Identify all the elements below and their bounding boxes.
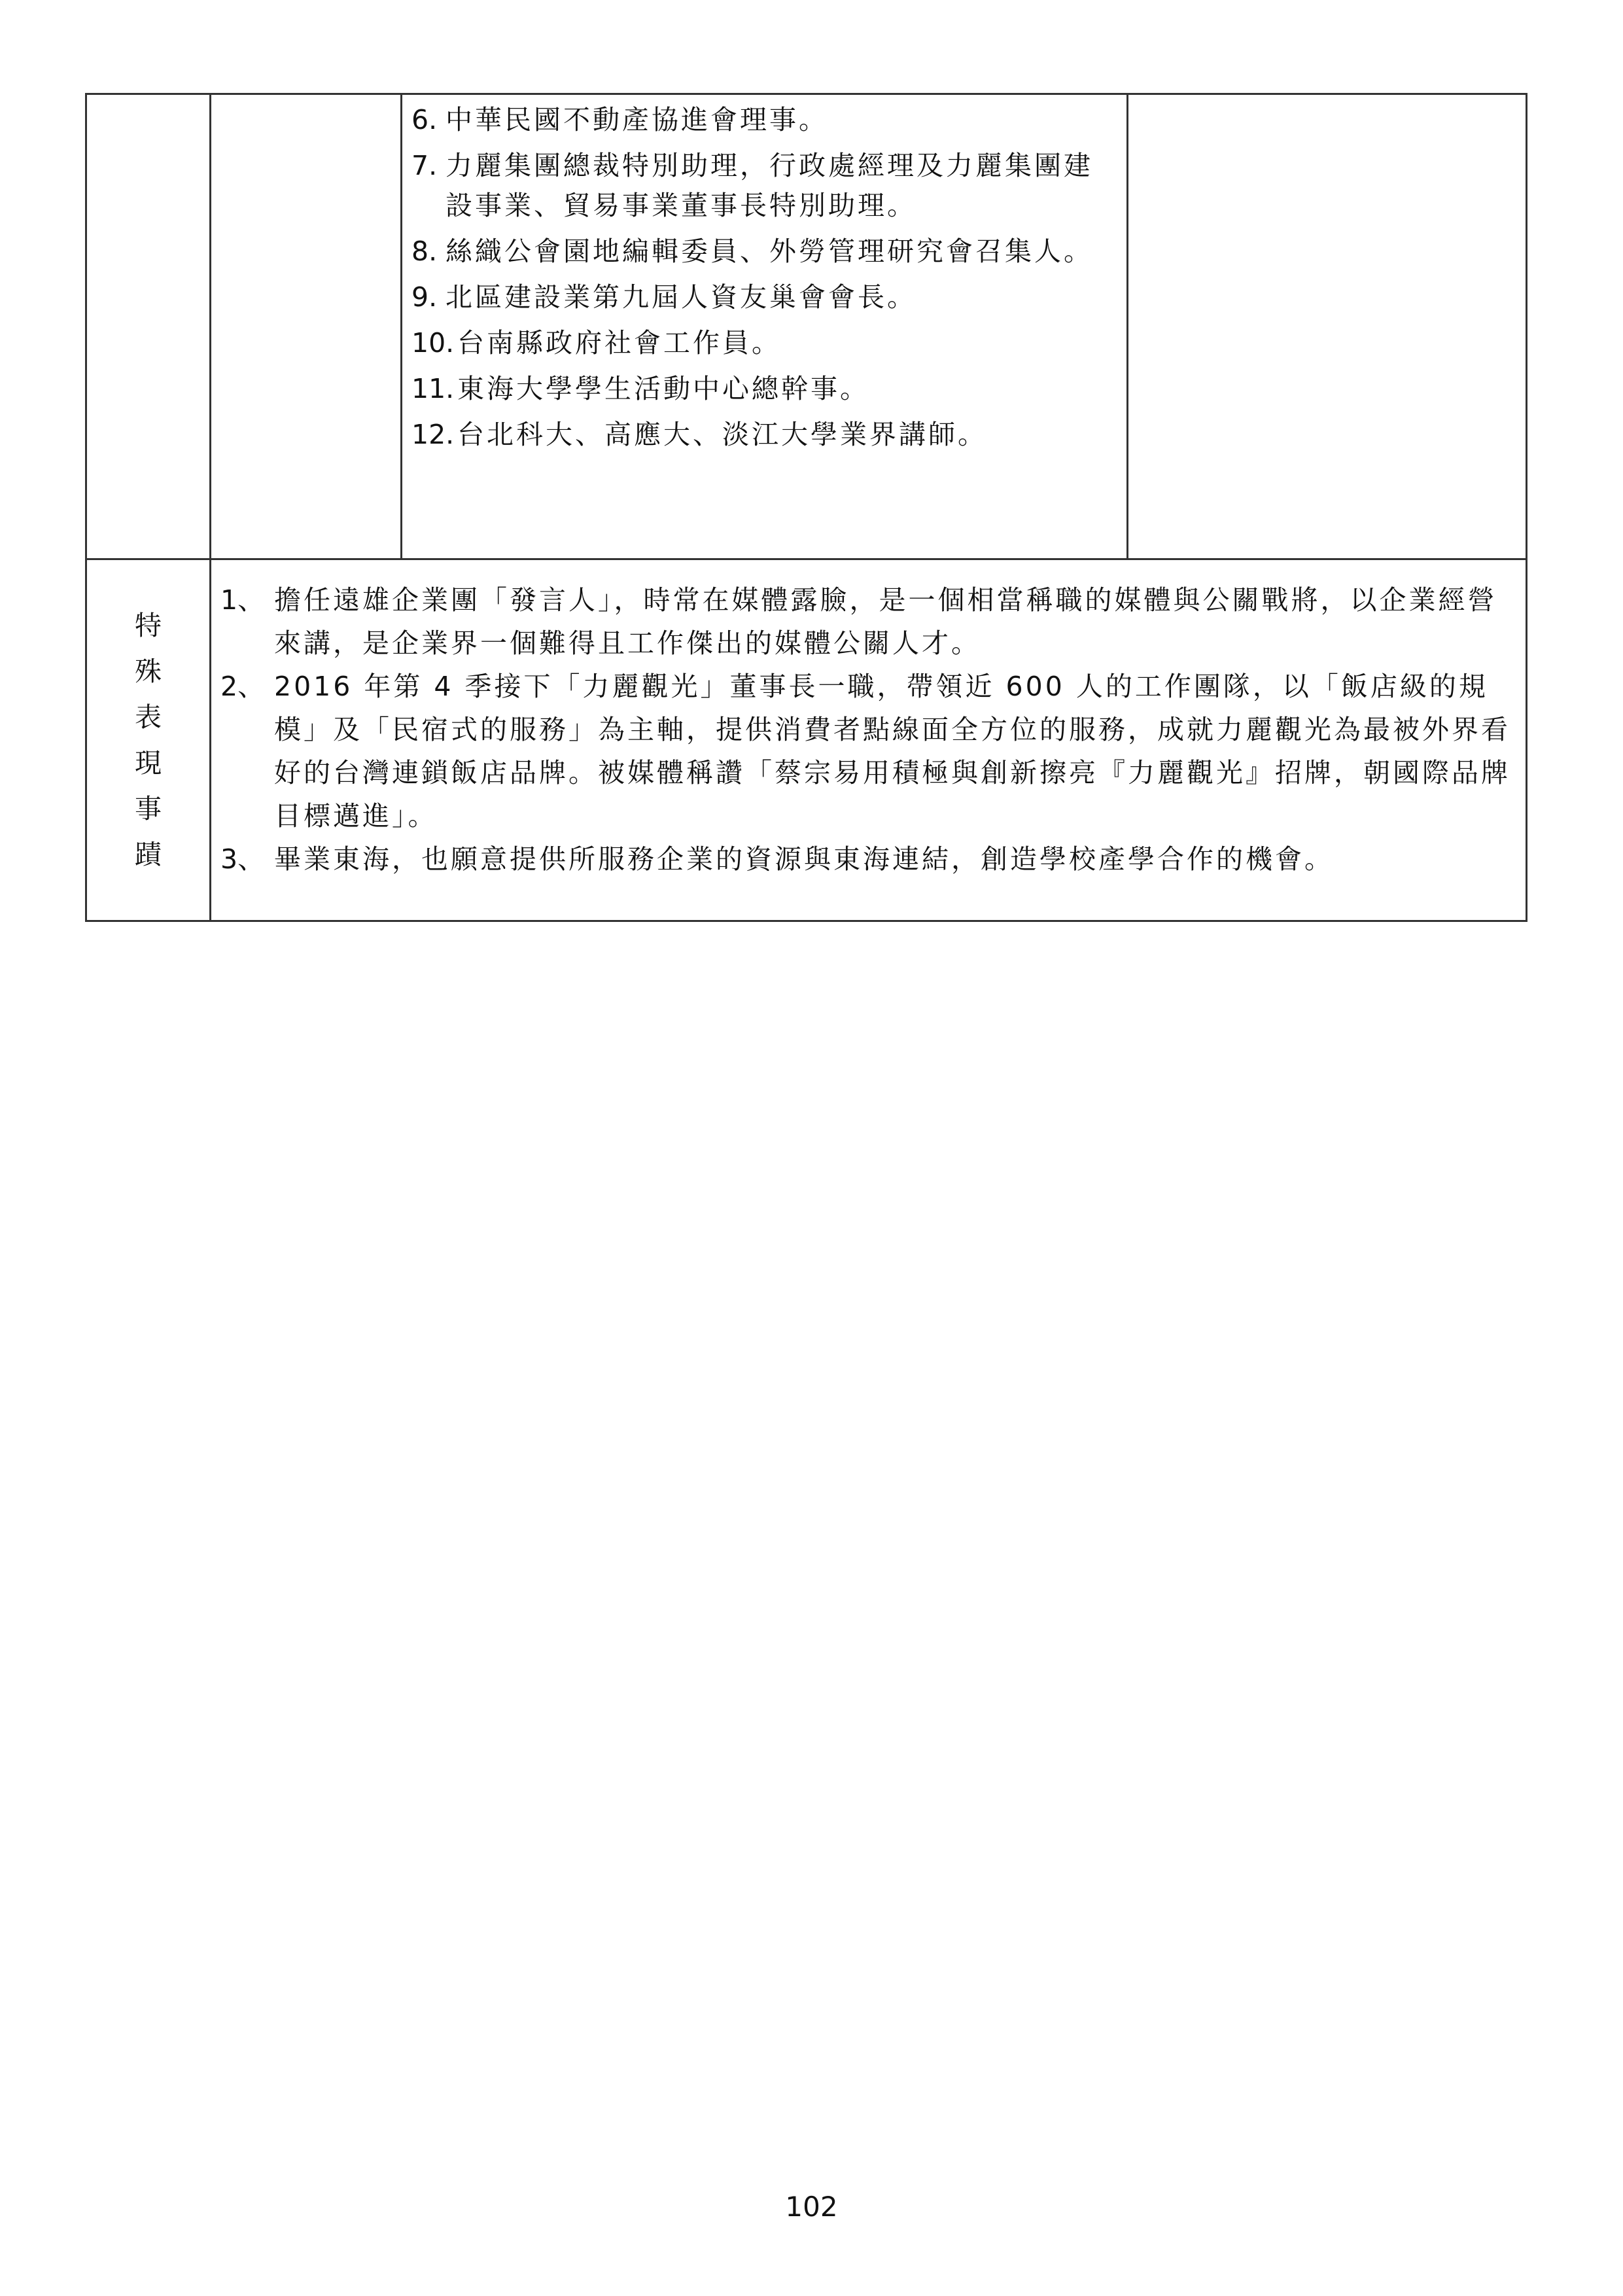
item-text: 東海大學學生活動中心總幹事。: [457, 373, 869, 404]
item-number: 12.: [411, 419, 455, 450]
empty-notes-cell: [1128, 94, 1527, 559]
item-number: 2、: [220, 671, 265, 702]
empty-label-cell: [86, 94, 211, 559]
item-text: 北區建設業第九屆人資友巢會會長。: [445, 281, 916, 313]
label-char: 事: [135, 793, 162, 824]
item-number: 6.: [411, 104, 438, 135]
special-achievements-row: [86, 559, 1527, 921]
item-number: 7.: [411, 150, 438, 181]
empty-period-cell: [211, 94, 402, 559]
achievement-item: [220, 578, 1514, 665]
label-char: 蹟: [135, 839, 162, 870]
item-text: 2016 年第 4 季接下「力麗觀光」董事長一職，帶領近 600 人的工作團隊，以「飯店級的規模」及「民宿式的服務」為主軸，提供消費者點線面全方位的服務，成就力麗觀光為最被外界看好的台灣連鎖飯店品牌。被媒體稱讚「蔡宗易用積極與創新擦亮『力麗觀光』招牌，朝國際品牌目標邁進」。: [274, 671, 1510, 832]
list-item: [411, 415, 1120, 455]
special-achievements-content: [211, 559, 1527, 921]
item-number: 11.: [411, 373, 455, 404]
experience-list-cell: [402, 94, 1128, 559]
label-char: 現: [135, 747, 162, 779]
item-text: 絲織公會園地編輯委員、外勞管理研究會召集人。: [445, 236, 1093, 267]
list-item: [411, 100, 1120, 140]
item-text: 擔任遠雄企業團「發言人」，時常在媒體露臉，是一個相當稱職的媒體與公關戰將，以企業經營來講，是企業界一個難得且工作傑出的媒體公關人才。: [274, 584, 1497, 659]
label-char: 表: [135, 701, 162, 733]
item-number: 9.: [411, 281, 438, 313]
profile-table: [85, 93, 1527, 922]
achievement-item: [220, 665, 1514, 838]
special-label-cell: [86, 559, 211, 921]
item-text: 台南縣政府社會工作員。: [457, 327, 781, 359]
achievement-item: [220, 838, 1514, 881]
special-achievements-label: [133, 603, 164, 877]
list-item: [411, 277, 1120, 317]
list-item: [411, 232, 1120, 272]
list-item: [411, 369, 1120, 409]
item-number: 10.: [411, 327, 455, 359]
item-number: 8.: [411, 236, 438, 267]
item-text: 台北科大、高應大、淡江大學業界講師。: [457, 419, 987, 450]
experience-row: [86, 94, 1527, 559]
item-text: 畢業東海，也願意提供所服務企業的資源與東海連結，創造學校產學合作的機會。: [274, 843, 1334, 875]
list-item: [411, 323, 1120, 363]
item-text: 力麗集團總裁特別助理，行政處經理及力麗集團建設事業、貿易事業董事長特別助理。: [445, 150, 1093, 221]
label-char: 殊: [135, 656, 162, 687]
list-item: [411, 146, 1120, 226]
item-number: 1、: [220, 584, 265, 616]
item-text: 中華民國不動產協進會理事。: [445, 104, 828, 135]
label-char: 特: [135, 610, 162, 641]
page-number: 102: [785, 2191, 838, 2223]
item-number: 3、: [220, 843, 265, 875]
